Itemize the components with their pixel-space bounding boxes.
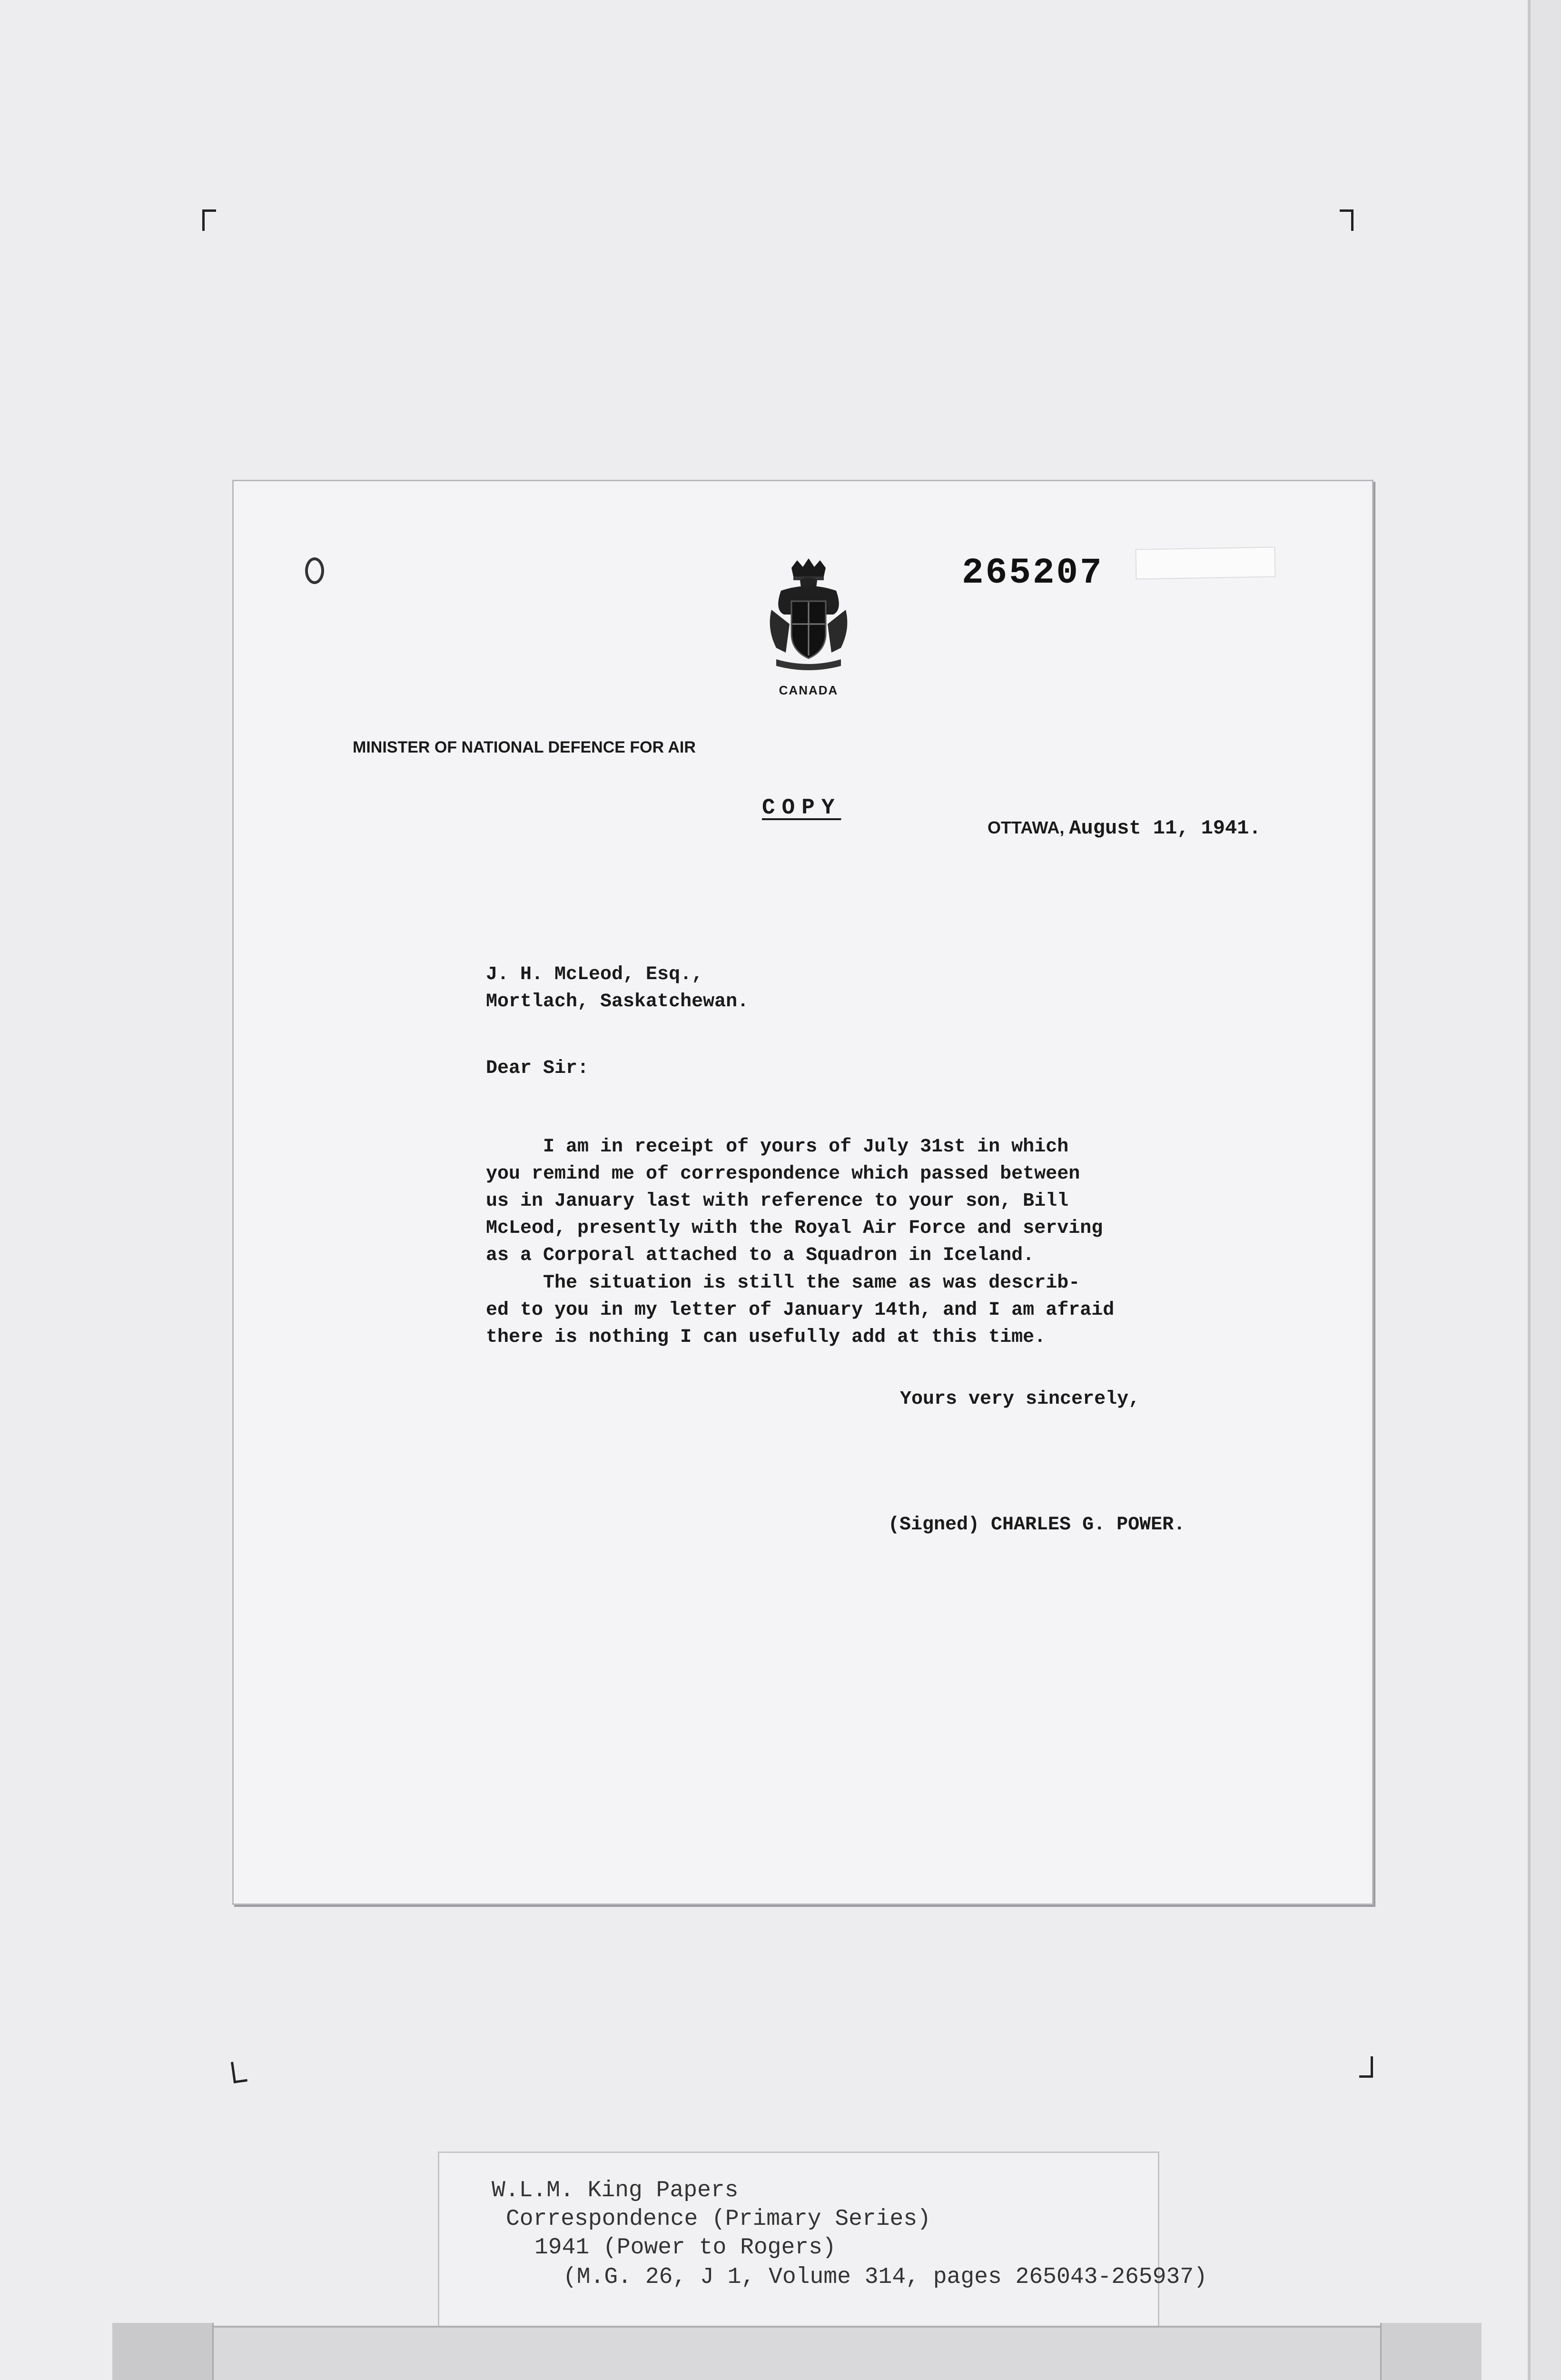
paragraph-line: there is nothing I can usefully add at this time.	[486, 1327, 1046, 1348]
paragraph-line: as a Corporal attached to a Squadron in Iceland.	[486, 1245, 1035, 1266]
paper-sticker	[1135, 546, 1275, 579]
archives-banner	[112, 2326, 1480, 2380]
signature-line: (Signed) CHARLES G. POWER.	[888, 1514, 1186, 1536]
document-number: 265207	[962, 553, 1104, 594]
label-line: (M.G. 26, J 1, Volume 314, pages 265043-265937)	[563, 2264, 1207, 2290]
place: OTTAWA	[988, 818, 1060, 837]
label-line: 1941 (Power to Rogers)	[534, 2235, 836, 2261]
frame-corner-top-right	[1340, 209, 1354, 231]
copy-mark: COPY	[762, 795, 841, 820]
frame-corner-top-left	[202, 209, 216, 231]
punch-hole	[305, 557, 324, 584]
dateline: OTTAWA, August 11, 1941.	[988, 817, 1261, 840]
paragraph-line: us in January last with reference to your son, Bill	[486, 1190, 1069, 1212]
archive-reference-label	[438, 2152, 1207, 2330]
closing: Yours very sincerely,	[900, 1388, 1140, 1410]
letter-date: August 11, 1941.	[1069, 817, 1261, 840]
paragraph-line: I am in receipt of yours of July 31st in which	[486, 1136, 1069, 1158]
frame-corner-bottom-right	[1359, 2056, 1373, 2078]
frame-corner-bottom-left	[231, 2060, 247, 2083]
body-paragraph-1	[486, 1133, 1103, 1269]
paragraph-line: The situation is still the same as was describ-	[486, 1272, 1080, 1294]
banner-tape-left	[112, 2323, 214, 2380]
banner-tape-right	[1380, 2323, 1482, 2380]
letter-page	[232, 480, 1373, 1905]
label-line: Correspondence (Primary Series)	[506, 2206, 931, 2232]
salutation: Dear Sir:	[486, 1058, 589, 1079]
label-line: W.L.M. King Papers	[492, 2178, 739, 2203]
paragraph-line: McLeod, presently with the Royal Air Force and serving	[486, 1218, 1103, 1239]
paragraph-line: ed to you in my letter of January 14th, and I am afraid	[486, 1299, 1115, 1321]
canada-crest-icon	[762, 557, 855, 674]
recipient-line: J. H. McLeod, Esq.,	[486, 964, 703, 985]
recipient-address	[486, 961, 749, 1015]
body-paragraph-2	[486, 1269, 1114, 1351]
recipient-line: Mortlach, Saskatchewan.	[486, 991, 749, 1012]
letterhead-title: MINISTER OF NATIONAL DEFENCE FOR AIR	[353, 738, 696, 756]
crest-caption: CANADA	[779, 683, 839, 697]
paragraph-line: you remind me of correspondence which passed between	[486, 1163, 1080, 1185]
